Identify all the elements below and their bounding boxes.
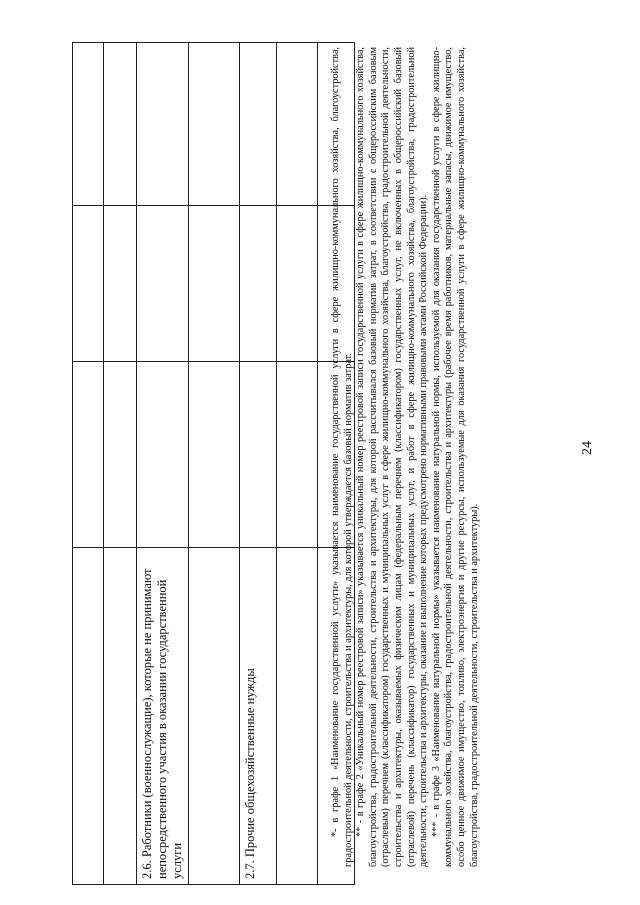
table-row xyxy=(137,43,189,885)
table-cell xyxy=(189,362,240,548)
table-row xyxy=(104,43,137,885)
table-cell xyxy=(277,43,318,206)
table-cell xyxy=(277,362,318,548)
table-cell xyxy=(137,362,189,548)
footnote-2: ** - в графе 2 «Уникальный номер реестровой записи» указывается уникальный номер реестровой записи государственной услуги в сфере жилищно-коммунального хозяйства, благоустройства, градостроительной деятельности, строительства и архитектуры, для которой рассчитывался базовый норматив затрат, в соответствии с общероссийским базовым (отраслевым) перечнем (классификатором) государственных и муниципальных услуг в сфере жилищно-коммунального хозяйства, благоустройства, градостроительной деятельности, строительства и архитектуры, оказываемых физическим лицам (федеральным перечнем (классификатором) государственных услуг, не включенных в общероссийский базовый (отраслевой) перечень (классификатор) государственных и муниципальных услуг, и работ в сфере жилищно-коммунального хозяйства, благоустройства, градостроительной деятельности, строительства и архитектуры, оказание и выполнение которых предусмотрено нормативными правовыми актами Российской Федерации). xyxy=(355,47,430,867)
table-cell xyxy=(104,548,137,885)
table-cell xyxy=(137,206,189,362)
table-cell xyxy=(240,362,277,548)
footnote-3: *** - в графе 3 «Наименование натуральной нормы» указывается наименование натуральной нормы, используемой для оказания государственной услуги в сфере жилищно-коммунального хозяйства, благоустройства, градостроительной деятельности, строительства и архитектуры (рабочее время работников, материальные запасы, движимое имущество, особо ценное движимое имущество, топливо, электроэнергия и другие ресурсы, используемые для оказания государственной услуги в сфере жилищно-коммунального хозяйства, благоустройства, градостроительной деятельности, строительства и архитектуры). xyxy=(430,47,480,867)
table-cell xyxy=(73,362,104,548)
table-row xyxy=(240,43,277,885)
table-cell xyxy=(73,206,104,362)
cost-norms-table xyxy=(72,42,355,885)
table-cell xyxy=(104,362,137,548)
table-cell xyxy=(277,206,318,362)
footnote-1: *- в графе 1 «Наименование государственной услуги» указывается наименование государственной услуги в сфере жилищно-коммунального хозяйства, благоустройства, градостроительной деятельности, строительства и архитектуры, для которой утверждается базовый норматив затрат. xyxy=(330,47,354,867)
table-row xyxy=(277,43,318,885)
table-cell xyxy=(137,43,189,206)
table-row xyxy=(189,43,240,885)
table-cell xyxy=(240,206,277,362)
table-cell xyxy=(104,43,137,206)
table-cell xyxy=(277,548,318,885)
table-row-label-2-7: 2.7. Прочие общехозяйственные нужды xyxy=(240,548,277,885)
table-cell xyxy=(73,43,104,206)
page-number: 24 xyxy=(580,441,595,455)
table-cell xyxy=(73,548,104,885)
table-cell xyxy=(104,206,137,362)
footnotes xyxy=(330,47,481,867)
table-cell xyxy=(189,548,240,885)
table-cell xyxy=(189,43,240,206)
table-cell xyxy=(189,206,240,362)
table-row xyxy=(73,43,104,885)
table-row-label-2-6: 2.6. Работники (военнослужащие), которые не принимают непосредственного участия в оказании государственной услуги xyxy=(137,548,189,885)
table-cell xyxy=(240,43,277,206)
